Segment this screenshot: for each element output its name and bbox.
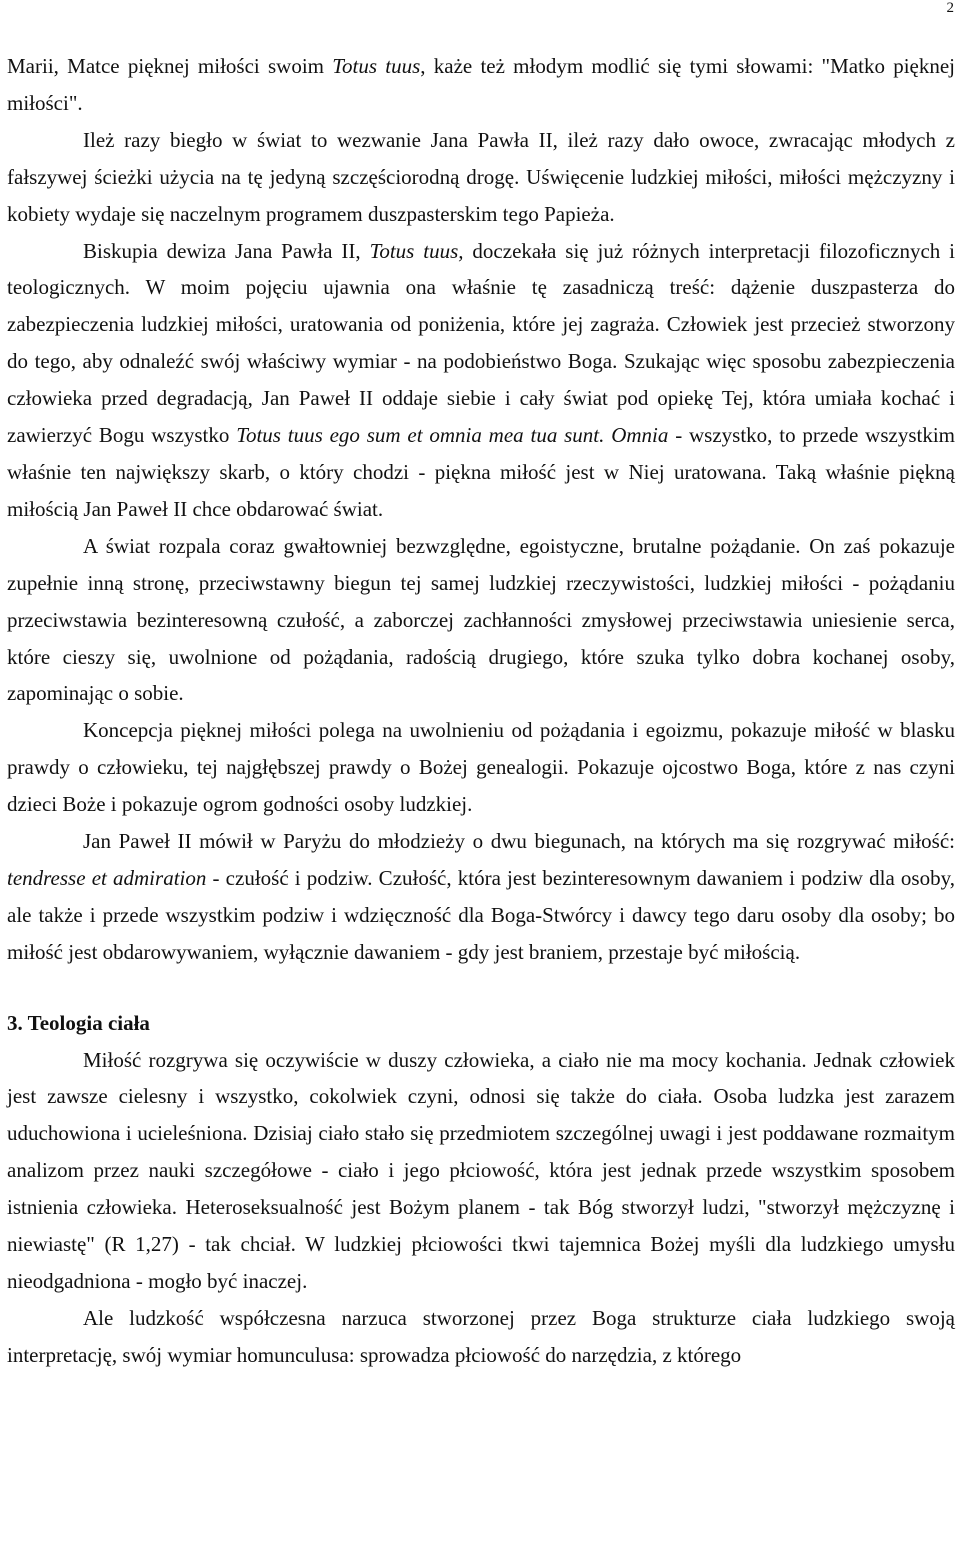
text-run: Marii, Matce pięknej miłości swoim [7, 54, 333, 78]
document-body [7, 48, 955, 1374]
text-run: - wszystko, to przede wszystkim właśnie ten największy skarb, o który chodzi - piękna miłość jest w Niej uratowana. Taką właśnie piękną miłością Jan Paweł II chce obdarować świat. [7, 423, 955, 521]
paragraph [7, 1300, 955, 1374]
paragraph [7, 823, 955, 971]
text-run: Biskupia dewiza Jana Pawła II, [83, 238, 370, 263]
paragraphs-before-heading [7, 48, 955, 971]
paragraph [7, 712, 955, 823]
text-run: - czułość i podziw. Czułość, która jest bezinteresownym dawaniem i podziw dla osoby, ale także i przede wszystkim podziw i wdzięczność dla Boga-Stwórcy i dawcy tego daru osoby dla osoby; bo miłość jest obdarowywaniem, wyłącznie dawaniem - gdy jest braniem, przestaje być miłością. [7, 865, 955, 964]
text-run: , każe też młodym modlić się tymi słowami: "Matko pięknej miłości". [7, 54, 956, 115]
italic-text: Totus tuus, [369, 238, 464, 263]
paragraph [7, 233, 955, 528]
section-heading: 3. Teologia ciała [7, 1010, 150, 1035]
paragraph [7, 528, 955, 713]
text-run: Ale ludzkość współczesna narzuca stworzonej przez Boga strukturze ciała ludzkiego swoją interpretację, swój wymiar homunculusa: sprowadza płciowość do narzędzia, z którego [7, 1305, 955, 1367]
paragraphs-after-heading [7, 1042, 955, 1374]
text-run: Koncepcja pięknej miłości polega na uwolnieniu od pożądania i egoizmu, pokazuje miłość w blasku prawdy o człowieku, tej najgłębszej prawdy o Bożej genealogii. Pokazuje ojcostwo Boga, które z nas czyni dzieci Boże i pokazuje ogrom godności osoby ludzkiej. [7, 718, 955, 817]
paragraph [7, 122, 955, 233]
italic-text: Totus tuus ego sum et omnia mea tua sunt. [236, 423, 605, 448]
text-run: Miłość rozgrywa się oczywiście w duszy człowieka, a ciało nie ma mocy kochania. Jednak człowiek jest zawsze cielesny i wszystko, cokolwiek czyni, odnosi się także do ciała. Osoba ludzka jest zarazem uduchowiona i ucieleśniona. Dzisiaj ciało stało się przedmiotem szczególnej uwagi i jest poddawane rozmaitym analizom przez nauki szczegółowe - ciało i jego płciowość, która jest jednak przede wszystkim sposobem istnienia człowieka. Heteroseksualność jest Bożym planem - tak Bóg stworzył ludzi, "stworzył mężczyznę i niewiastę" (R 1,27) - tak chciał. W ludzkiej płciowości tkwi tajemnica Bożej myśli dla ludzkiego umysłu nieodgadniona - mogło być inaczej. [7, 1047, 955, 1293]
paragraph [7, 1042, 955, 1300]
text-run: doczekała się już różnych interpretacji filozoficznych i teologicznych. W moim pojęciu ujawnia ona właśnie tę zasadniczą treść: dążenie duszpasterza do zabezpieczenia ludzkiej miłości, uratowania od poniżenia, które jej zagraża. Człowiek jest przecież stworzony do tego, aby odnaleźć swój właściwy wymiar - na podobieństwo Boga. Szukając więc sposobu zabezpieczenia człowieka przed degradacją, Jan Paweł II oddaje siebie i cały świat pod opiekę Tej, która umiała kochać i zawierzyć Bogu wszystko [7, 238, 956, 448]
text-run: Ileż razy biegło w świat to wezwanie Jana Pawła II, ileż razy dało owoce, zwracając młodych z fałszywej ścieżki użycia na tę jedyną szczęściorodną drogę. Uświęcenie ludzkiej miłości, miłości mężczyzny i kobiety wydaje się naczelnym programem duszpasterskim tego Papieża. [7, 127, 955, 226]
text-run: A świat rozpala coraz gwałtowniej bezwzględne, egoistyczne, brutalne pożądanie. On zaś pokazuje zupełnie inną stronę, przeciwstawny biegun tej samej ludzkiej rzeczywistości, ludzkiej miłości - pożądaniu przeciwstawia bezinteresowną czułość, a zaborczej zachłanności zmysłowej przeciwstawia uniesienie serca, które cieszy się, uwolnione od pożądania, radością drugiego, które szuka tylko dobra kochanej osoby, zapominając o sobie. [7, 533, 955, 706]
italic-text: tendresse et admiration [7, 865, 207, 890]
text-run: Jan Paweł II mówił w Paryżu do młodzieży o dwu biegunach, na których ma się rozgrywać miłość: [83, 829, 955, 854]
paragraph [7, 48, 955, 122]
italic-text: Omnia [611, 423, 669, 448]
page-number: 2 [946, 0, 954, 16]
italic-text: Totus tuus [332, 54, 421, 78]
